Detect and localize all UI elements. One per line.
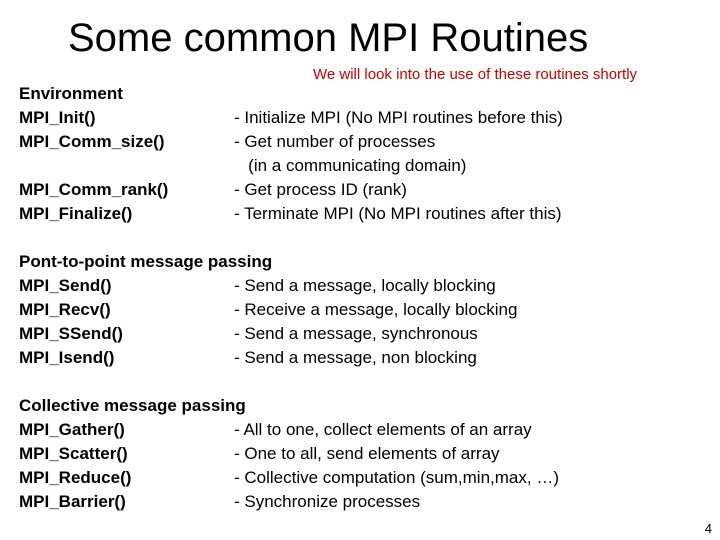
routine-description: - Send a message, non blocking: [234, 348, 477, 367]
slide-title: Some common MPI Routines: [68, 16, 589, 60]
routine-name: MPI_Comm_rank(): [19, 180, 169, 199]
p2p-row: [19, 298, 518, 322]
environment-row: [19, 106, 563, 130]
environment-row: [19, 130, 436, 154]
routine-name: MPI_Scatter(): [19, 444, 128, 463]
routine-description: - Send a message, synchronous: [234, 324, 478, 343]
routine-description: - Initialize MPI (No MPI routines before this): [234, 108, 563, 127]
collective-row: [19, 490, 421, 514]
routine-name: MPI_Send(): [19, 276, 112, 295]
routine-name: MPI_Init(): [19, 108, 96, 127]
routine-description: - Synchronize processes: [234, 492, 421, 511]
routine-description: - One to all, send elements of array: [234, 444, 500, 463]
routine-description: - Send a message, locally blocking: [234, 276, 496, 295]
slide-note: We will look into the use of these routines shortly: [313, 66, 638, 83]
p2p-row: [19, 274, 496, 298]
p2p-section: [19, 250, 518, 370]
environment-section: [19, 82, 563, 226]
routine-description: - Terminate MPI (No MPI routines after this): [234, 204, 562, 223]
environment-row: [19, 178, 407, 202]
environment-heading: Environment: [19, 84, 123, 103]
collective-row: [19, 418, 532, 442]
p2p-row: [19, 322, 478, 346]
routine-name: MPI_Gather(): [19, 420, 125, 439]
collective-row: [19, 442, 500, 466]
routine-description: - All to one, collect elements of an array: [234, 420, 532, 439]
page-number: 4: [704, 521, 712, 536]
routine-description: - Collective computation (sum,min,max, …): [234, 468, 559, 487]
routine-description: - Receive a message, locally blocking: [234, 300, 518, 319]
routine-name: MPI_SSend(): [19, 324, 123, 343]
routine-name: MPI_Recv(): [19, 300, 111, 319]
routine-description: - Get process ID (rank): [234, 180, 407, 199]
collective-row: [19, 466, 559, 490]
environment-row: [19, 154, 467, 178]
routine-description: (in a communicating domain): [234, 156, 467, 175]
p2p-row: [19, 346, 477, 370]
collective-heading: Collective message passing: [19, 396, 246, 415]
p2p-heading: Pont-to-point message passing: [19, 252, 273, 271]
environment-row: [19, 202, 562, 226]
routine-name: MPI_Finalize(): [19, 204, 133, 223]
routine-description: - Get number of processes: [234, 132, 436, 151]
routine-name: MPI_Barrier(): [19, 492, 126, 511]
routine-name: MPI_Reduce(): [19, 468, 132, 487]
routine-name: MPI_Comm_size(): [19, 132, 165, 151]
collective-section: [19, 394, 559, 514]
routine-name: MPI_Isend(): [19, 348, 115, 367]
